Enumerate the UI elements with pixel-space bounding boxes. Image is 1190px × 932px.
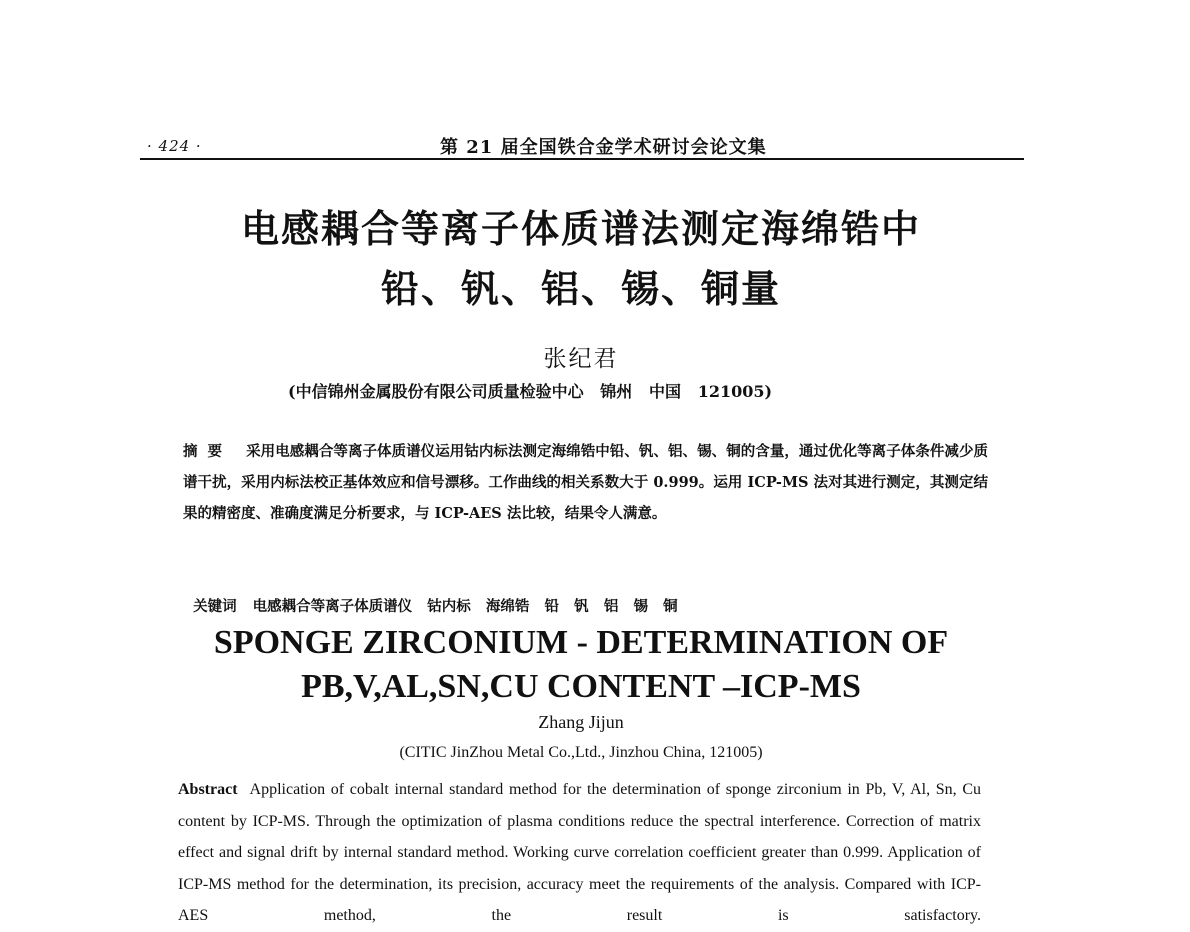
chinese-affiliation: (中信锦州金属股份有限公司质量检验中心 锦州 中国 121005) <box>288 382 773 401</box>
chinese-abstract-text: 采用电感耦合等离子体质谱仪运用钴内标法测定海绵锆中铅、钒、铝、锡、铜的含量，通过优化等离子体条件减少质谱干扰，采用内标法校正基体效应和信号漂移。工作曲线的相关系数大于 0.999。运用 ICP-MS 法对其进行测定，其测定结果的精密度、准确度满足分析要求，与 ICP-AES 法比较，结果令人满意。 <box>183 443 989 522</box>
english-title-line-2: PB,V,AL,SN,CU CONTENT –ICP-MS <box>301 668 861 705</box>
chinese-keywords-label: 关键词 <box>193 598 237 615</box>
english-title-line-1: SPONGE ZIRCONIUM - DETERMINATION OF <box>213 624 949 661</box>
chinese-title-line-2: 铅、钒、铝、锡、铜量 <box>380 267 781 311</box>
english-affiliation: (CITIC JinZhou Metal Co.,Ltd., Jinzhou China, 121005) <box>399 744 763 761</box>
chinese-abstract-label: 摘要 <box>183 443 233 460</box>
page-number: · 424 · <box>147 137 202 155</box>
chinese-author: 张纪君 <box>543 346 619 372</box>
english-abstract-label: Abstract <box>178 781 238 798</box>
chinese-keywords-text: 电感耦合等离子体质谱仪 钴内标 海绵锆 铅 钒 铝 锡 铜 <box>252 598 678 615</box>
english-author: Zhang Jijun <box>538 712 624 732</box>
english-abstract-text: Application of cobalt internal standard method for the determination of sponge zirconium in Pb, V, Al, Sn, Cu content by ICP-MS. Through the optimization of plasma conditions reduce the spectral interference. Correction of matrix effect and signal drift by internal standard method. Working curve correlation coefficient greater than 0.999. Application of ICP-MS method for the determination, its precision, accuracy meet the requirements of the analysis. Compared with ICP-AES method, the result is satisfactory. <box>178 781 981 924</box>
running-head: 第 21 届全国铁合金学术研讨会论文集 <box>440 137 767 158</box>
english-abstract <box>178 774 981 932</box>
chinese-title-line-1: 电感耦合等离子体质谱法测定海绵锆中 <box>240 207 921 251</box>
